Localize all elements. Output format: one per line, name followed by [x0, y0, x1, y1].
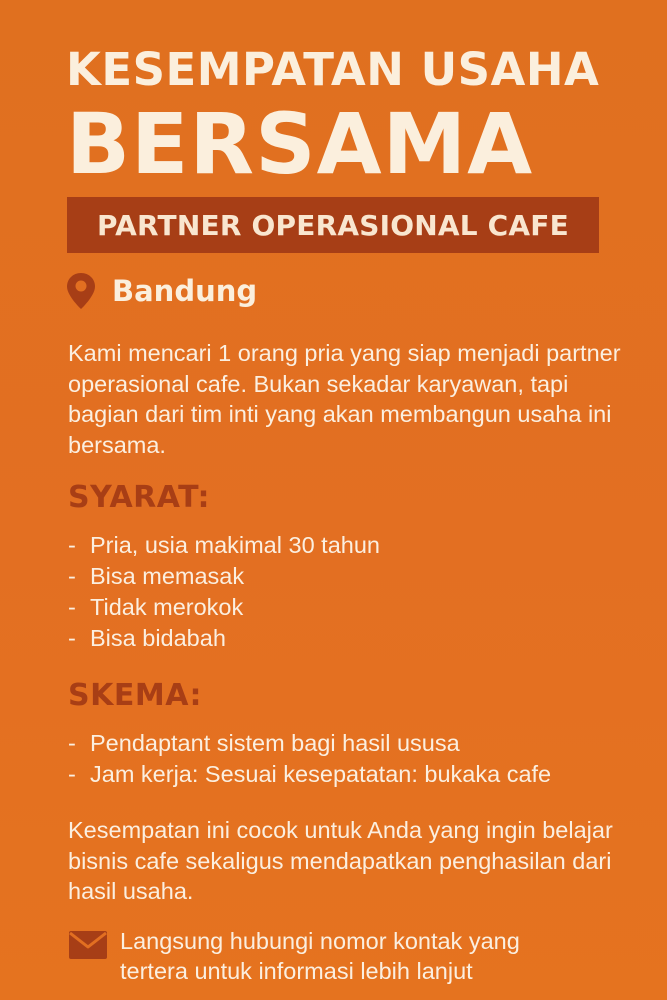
location-label: Bandung [112, 274, 258, 308]
headline-line-2: BERSAMA [66, 95, 534, 193]
location [66, 272, 257, 310]
contact-text: Langsung hubungi nomor kontak yang tertera untuk informasi lebih lanjut [120, 928, 520, 984]
list-item: - Pria, usia makimal 30 tahun [68, 532, 380, 558]
list-item: - Tidak merokok [68, 594, 244, 620]
envelope-icon [68, 930, 108, 960]
list-item: - Jam kerja: Sesuai kesepatatan: bukaka cafe [68, 761, 552, 787]
position-banner [67, 197, 599, 253]
map-pin-icon [66, 272, 96, 310]
intro-paragraph: Kami mencari 1 orang pria yang siap menjadi partner operasional cafe. Bukan sekadar karyawan, tapi bagian dari tim inti yang akan membangun usaha ini bersama. [68, 340, 621, 458]
skema-list [68, 728, 551, 790]
list-item: - Pendaptant sistem bagi hasil ususa [68, 730, 460, 756]
contact-note [68, 926, 580, 986]
position-banner-label: PARTNER OPERASIONAL CAFE [97, 208, 569, 242]
syarat-heading: SYARAT: [68, 480, 210, 515]
list-item: - Bisa memasak [68, 563, 245, 589]
list-item: - Bisa bidabah [68, 625, 226, 651]
syarat-list [68, 530, 380, 654]
skema-heading: SKEMA: [68, 678, 202, 713]
headline-line-1: KESEMPATAN USAHA [66, 43, 600, 96]
closing-paragraph: Kesempatan ini cocok untuk Anda yang ingin belajar bisnis cafe sekaligus mendapatkan penghasilan dari hasil usaha. [68, 817, 613, 904]
